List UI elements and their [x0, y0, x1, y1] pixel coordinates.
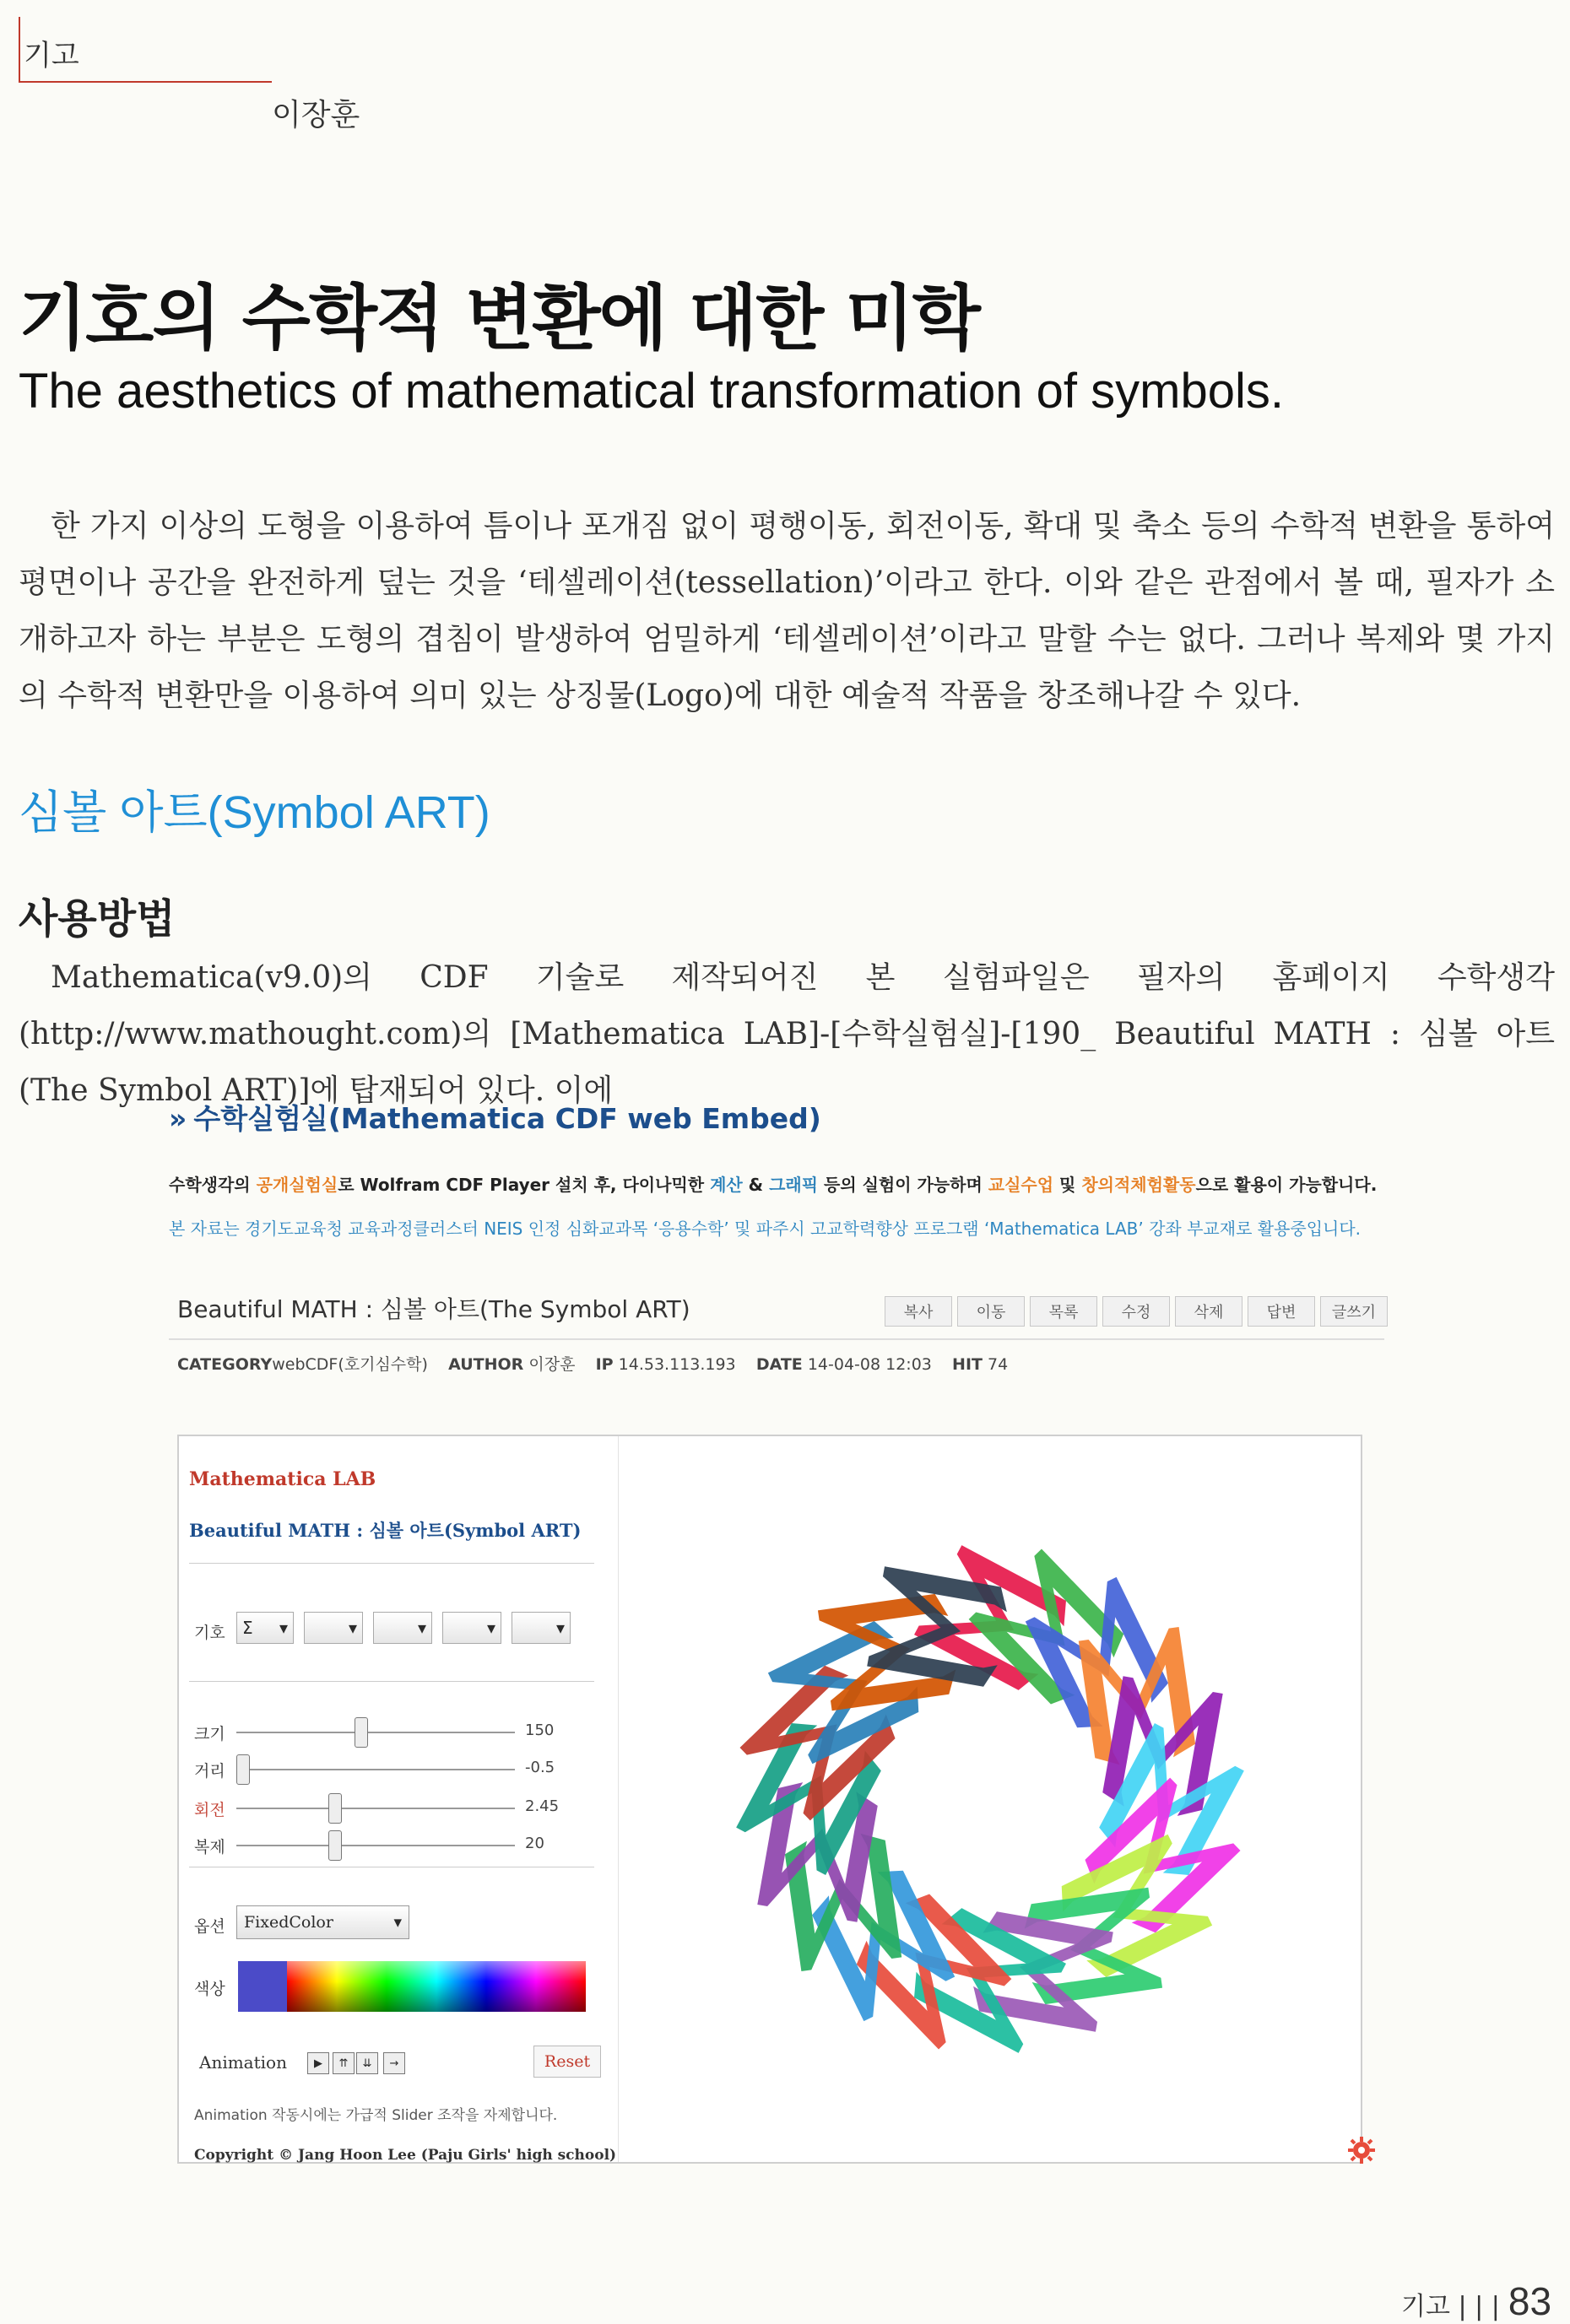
- play-icon[interactable]: ▶: [307, 2052, 329, 2074]
- slider-thumb[interactable]: [236, 1754, 250, 1785]
- option-select[interactable]: FixedColor ▾: [236, 1905, 409, 1939]
- slider-track[interactable]: [236, 1769, 515, 1770]
- post-toolbar: [885, 1296, 1388, 1327]
- symbol-dropdown-2[interactable]: [304, 1612, 363, 1644]
- animation-label: Animation: [199, 2052, 287, 2073]
- header-rule-horizontal: [19, 81, 272, 83]
- chevron-down-icon: ▾: [279, 1618, 288, 1638]
- post-action-button[interactable]: 이동: [957, 1296, 1025, 1327]
- slower-icon[interactable]: ⇊: [356, 2052, 378, 2074]
- divider: [189, 1681, 594, 1682]
- color-swatch[interactable]: [238, 1961, 287, 2012]
- web-heading: » 수학실험실(Mathematica CDF web Embed): [169, 1102, 821, 1135]
- post-meta: CATEGORYwebCDF(호기심수학) AUTHOR 이장훈 IP 14.53.113.193 DATE 14-04-08 12:03 HIT 74: [177, 1355, 1009, 1374]
- slider-value: 150: [525, 1721, 555, 1739]
- symbol-dropdown-5[interactable]: [512, 1612, 571, 1644]
- chevron-down-icon: ▾: [555, 1618, 565, 1638]
- post-action-button[interactable]: 수정: [1102, 1296, 1170, 1327]
- chevron-down-icon: ▾: [417, 1618, 426, 1638]
- double-chevron-icon: »: [169, 1102, 187, 1135]
- web-intro-line: 수학생각의 공개실험실로 Wolfram CDF Player 설치 후, 다이나믹한 계산 & 그래픽 등의 실험이 가능하며 교실수업 및 창의적체험활동으로 활용이 가능합니다.: [169, 1175, 1378, 1195]
- slider-label: 회전: [194, 1801, 225, 1819]
- animation-note: Animation 작동시에는 가급적 Slider 조작을 자제합니다.: [194, 2107, 558, 2124]
- web-notice-line: 본 자료는 경기도교육청 교육과정클러스터 NEIS 인정 심화교과목 ‘응용수학’ 및 파주시 고교학력향상 프로그램 ‘Mathematica LAB’ 강좌 부교재로 활용중입니다.: [169, 1219, 1362, 1239]
- cdf-panel: [177, 1435, 1362, 2164]
- post-action-button[interactable]: 복사: [885, 1296, 952, 1327]
- slider-label: 복제: [194, 1838, 225, 1856]
- color-picker[interactable]: [238, 1961, 586, 2012]
- chevron-down-icon: ▾: [486, 1618, 495, 1638]
- symbol-art-canvas: [618, 1436, 1362, 2162]
- slider-thumb[interactable]: [355, 1717, 368, 1748]
- color-label: 색상: [194, 1980, 225, 1998]
- symbol-dropdown-4[interactable]: [442, 1612, 501, 1644]
- post-action-button[interactable]: 목록: [1030, 1296, 1097, 1327]
- slider-thumb[interactable]: [328, 1793, 342, 1824]
- footer-section: 기고 | | |: [1401, 2292, 1500, 2321]
- gear-icon[interactable]: [1346, 2135, 1377, 2165]
- slider-value: -0.5: [525, 1759, 555, 1776]
- article-title-korean: 기호의 수학적 변환에 대한 미학: [19, 277, 979, 359]
- option-label: 옵션: [194, 1917, 225, 1936]
- section-heading: 심볼 아트(Symbol ART): [19, 787, 490, 838]
- slider-thumb[interactable]: [328, 1830, 342, 1861]
- post-title: Beautiful MATH : 심볼 아트(The Symbol ART): [177, 1295, 690, 1323]
- article-title-english: The aesthetics of mathematical transformation of symbols.: [19, 364, 1284, 419]
- symbol-dropdown-3[interactable]: [373, 1612, 432, 1644]
- direction-icon[interactable]: →: [383, 2052, 405, 2074]
- copyright-text: Copyright © Jang Hoon Lee (Paju Girls' high school): [194, 2147, 617, 2164]
- color-spectrum[interactable]: [287, 1961, 586, 2012]
- slider-label: 거리: [194, 1762, 225, 1781]
- slider-label: 크기: [194, 1725, 225, 1743]
- post-action-button[interactable]: 글쓰기: [1320, 1296, 1388, 1327]
- symbol-label: 기호: [194, 1624, 225, 1642]
- author-name: 이장훈: [272, 98, 360, 132]
- page-footer: [1401, 2278, 1551, 2324]
- post-action-button[interactable]: 답변: [1248, 1296, 1315, 1327]
- slider-track[interactable]: [236, 1845, 515, 1846]
- reset-button[interactable]: Reset: [533, 2046, 601, 2078]
- slider-value: 20: [525, 1835, 544, 1852]
- usage-paragraph: Mathematica(v9.0)의 CDF 기술로 제작되어진 본 실험파일은 필자의 홈페이지 수학생각(http://www.mathought.com)의 [Mathematica LAB]-[수학실험실]-[190_ Beautiful MATH : 심볼 아트(The Symbol ART)]에 탑재되어 있다. 이에: [19, 960, 1555, 1108]
- slider-track[interactable]: [236, 1732, 515, 1733]
- slider-track[interactable]: [236, 1808, 515, 1809]
- chevron-down-icon: ▾: [393, 1913, 402, 1932]
- open-lab-link[interactable]: 공개실험실: [256, 1175, 338, 1195]
- divider: [189, 1563, 594, 1564]
- intro-paragraph: 한 가지 이상의 도형을 이용하여 틈이나 포개짐 없이 평행이동, 회전이동, 확대 및 축소 등의 수학적 변환을 통하여 평면이나 공간을 완전하게 덮는 것을 ‘테셀레이션(tessellation)’이라고 한다. 이와 같은 관점에서 볼 때, 필자가 소개하고자 하는 부분은 도형의 겹침이 발생하여 엄밀하게 ‘테셀레이션’이라고 말할 수는 없다. 그러나 복제와 몇 가지의 수학적 변환만을 이용하여 의미 있는 상징물(Logo)에 대한 예술적 작품을 창조해나갈 수 있다.: [19, 509, 1555, 713]
- slider-value: 2.45: [525, 1797, 560, 1815]
- chevron-down-icon: ▾: [348, 1618, 357, 1638]
- symbol-art: [619, 1436, 1362, 2162]
- post-action-button[interactable]: 삭제: [1175, 1296, 1242, 1327]
- subsection-heading: 사용방법: [19, 895, 176, 943]
- section-tag: 기고: [24, 39, 79, 73]
- header-rule-vertical: [19, 17, 20, 83]
- symbol-dropdown-1[interactable]: Σ ▾: [236, 1612, 294, 1644]
- page-number: 83: [1508, 2279, 1552, 2323]
- lab-subtitle: Beautiful MATH : 심볼 아트(Symbol ART): [189, 1520, 582, 1541]
- divider: [169, 1338, 1384, 1340]
- embedded-web-screenshot: [169, 1097, 1401, 2211]
- lab-title: Mathematica LAB: [189, 1468, 376, 1490]
- faster-icon[interactable]: ⇈: [333, 2052, 355, 2074]
- control-panel: [179, 1436, 618, 2162]
